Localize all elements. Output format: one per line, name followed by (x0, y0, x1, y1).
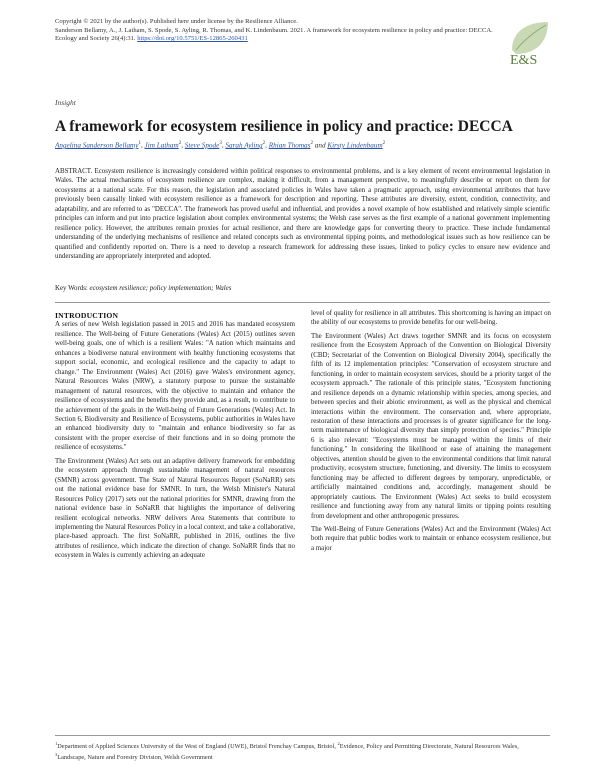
affiliation-mark: 1 (138, 141, 141, 146)
doi-link[interactable]: https://doi.org/10.5751/ES-12865-260431 (137, 35, 248, 43)
citation-line (55, 27, 495, 44)
copyright-line: Copyright © 2021 by the author(s). Published here under license by the Resilience Alliance. (55, 18, 298, 25)
footnote-text: Evidence, Policy and Permitting Directorate, Natural Resources Wales, (339, 743, 519, 751)
paragraph: A series of new Welsh legislation passed in 2015 and 2016 has mandated ecosystem resilience. The Well-being of Future Generations (Wales) Act (2015) outlines seven well-being goals, one of which is a resilient Wales: "A nation which maintains and enhances a biodiverse natural environment with healthy functioning ecosystems that support social, economic, and ecological resilience and the capacity to adapt to change." The Environment (Wales) Act (2016) gave Wales's environment agency, Natural Resources Wales (NRW), a statutory purpose to pursue the sustainable management of natural resources, with the objective to maintain and enhance the resilience of ecosystems and the benefits they provide and, as a result, to contribute to the achievement of the goals in the Well-being of Future Generations (Wales) Act. In Section 6, Biodiversity and Resilience of Ecosystems, public authorities in Wales have an enhanced biodiversity duty to "maintain and enhance biodiversity so far as consistent with the proper exercise of their functions and in so doing promote the resilience of ecosystems." (55, 321, 295, 452)
keywords-list: ecosystem resilience; policy implementation; Wales (89, 285, 232, 292)
footnote-mark: 1 (55, 741, 58, 746)
affiliation-mark: 3 (219, 141, 222, 146)
divider (55, 302, 550, 303)
left-column (55, 311, 295, 565)
paragraph: level of quality for resilience in all attributes. This shortcoming is having an impact on the ability of our ecosystems to provide benefits for our well-being. (311, 310, 551, 327)
paragraph: The Well-Being of Future Generations (Wales) Act and the Environment (Wales) Act both require that public bodies work to maintain or enhance ecosystem resilience, but a major (311, 525, 551, 552)
footnote-text: Landscape, Nature and Forestry Division, Welsh Government (57, 754, 213, 762)
paragraph: The Environment (Wales) Act sets out an adaptive delivery framework for embedding the ecosystem approach through sustainable management of natural resources (SMNR) across government. The State of Natural Resources Report (SoNaRR) sets out the national evidence base for SMNR. In turn, the Welsh Minister's Natural Resources Policy (2017) sets out the national priorities for SMNR, drawing from the national evidence base in SoNaRR that highlights the importance of delivering resilient ecological networks. NRW delivers Area Statements that contribute to implementing the Natural Resources Policy in a local context, and take a collaborative, place-based approach. The first SoNaRR, published in 2016, outlines the five attributes of resilience, which indicate the direction of change. SoNaRR finds that no ecosystem in Wales is currently achieving an adequate (55, 457, 295, 560)
right-column (311, 309, 551, 557)
author-link[interactable]: Sarah Ayling (225, 141, 263, 150)
author-link[interactable]: Jim Latham (144, 141, 179, 150)
affiliation-mark: 2 (310, 141, 313, 146)
paragraph: The Environment (Wales) Act draws together SMNR and its focus on ecosystem resilience from the Ecosystem Approach of the Convention on Biological Diversity (CBD; Secretariat of the Convention on Biological Diversity 2004), specifically the fifth of its 12 implementation principles: "Conservation of ecosystem structure and functioning, in order to maintain ecosystem services, should be a priority target of the ecosystem approach." The rationale of this principle states, "Ecosystem functioning and resilience depends on a dynamic relationship within species, among species, and between species and their abiotic environment, as well as the physical and chemical interactions within the environment. The conservation and, where appropriate, restoration of these interactions and processes is of greater significance for the long-term maintenance of biological diversity than simply protection of species." Principle 6 is also relevant: "Ecosystems must be managed within the limits of their functioning." In considering the likelihood or ease of attaining the management objectives, attention should be given to the environmental conditions that limit natural productivity, ecosystem structure, functioning, and diversity. The limits to ecosystem functioning may be affected to different degrees by temporary, unpredictable, or artificially maintained conditions and, accordingly, management should be appropriately cautious. The Environment (Wales) Act seeks to build ecosystem resilience and functioning away from any natural limits or tipping points resulting from development and other anthropogenic pressures. (311, 332, 551, 520)
footnote-divider (55, 735, 550, 736)
footnote-mark: 2 (337, 741, 340, 746)
logo-text: E&S (510, 53, 538, 66)
author-list: Angelina Sanderson Bellamy$^1$, Jim Latham$^2$, Steve Spode$^3$, Sarah Ayling$^2$, Rhian Thomas$^2$ and Kirsty Lindenbaum$^2$ (55, 141, 386, 150)
affiliation-mark: 2 (262, 141, 266, 146)
authors-conjunction: and (314, 141, 326, 150)
abstract: ABSTRACT. Ecosystem resilience is increasingly considered within political responses to environmental problems, and is a key element of recent environmental legislation in Wales. The actual mechanisms of ecosystem resilience are complex, making it difficult, from a management perspective, to meaningfully describe or report on them for ecosystems at a national scale. For this reason, the legislation and associated policies in Wales have taken a pragmatic approach, using environmental attributes that have previously been causally linked with ecosystem resilience as a framework for description and reporting. These attributes are diversity, extent, condition, connectivity, and adaptability, and are referred to as "DECCA". The framework has proved useful and influential, and provides a novel example of how established and relatively simple scientific principles can inform and put into practice legislation about complex environmental systems; the Welsh case serves as the first example of a national government implementing resilience policy. However, the attributes remain proxies for actual resilience, and there are knowledge gaps for converting theory to practice. These include fundamental understanding of the underlying mechanisms of resilience and related concepts such as environmental tipping points, and methodological issues such as how resilience can be quantified and confidently reported on. There is a need to develop a research framework for addressing these issues, linked to policy cycles to ensure new evidence and understanding are appropriately interpreted and adopted. (55, 168, 550, 261)
section-heading: INTRODUCTION (55, 311, 119, 320)
affiliation-mark: 2 (382, 141, 386, 146)
footnote-text: Department of Applied Sciences University of the West of England (UWE), Bristol Frenchay Campus, Bristol, (57, 743, 338, 751)
keywords (55, 284, 550, 293)
footnote-mark: 3 (55, 752, 58, 758)
article-title: A framework for ecosystem resilience in policy and practice: DECCA (55, 118, 513, 135)
keywords-label: Key Words: (55, 285, 88, 292)
citation-header (55, 18, 495, 44)
author-link[interactable]: Rhian Thomas (268, 141, 311, 150)
citation-text: Sanderson Bellamy, A., J. Latham, S. Spode, S. Ayling, R. Thomas, and K. Lindenbaum. 2021. A framework for ecosystem resilience in policy and practice: DECCA. Ecology and Society 26(4):31. (55, 26, 493, 43)
author-link[interactable]: Steve Spode (184, 141, 220, 150)
leaf-logo-icon (508, 20, 552, 66)
affiliation-mark: 2 (178, 141, 182, 146)
journal-logo (508, 20, 552, 66)
affiliations-footnote (55, 740, 550, 763)
section-label: Insight (55, 98, 76, 107)
author-link[interactable]: Angelina Sanderson Bellamy (55, 141, 139, 150)
author-link[interactable]: Kirsty Lindenbaum (327, 141, 383, 150)
